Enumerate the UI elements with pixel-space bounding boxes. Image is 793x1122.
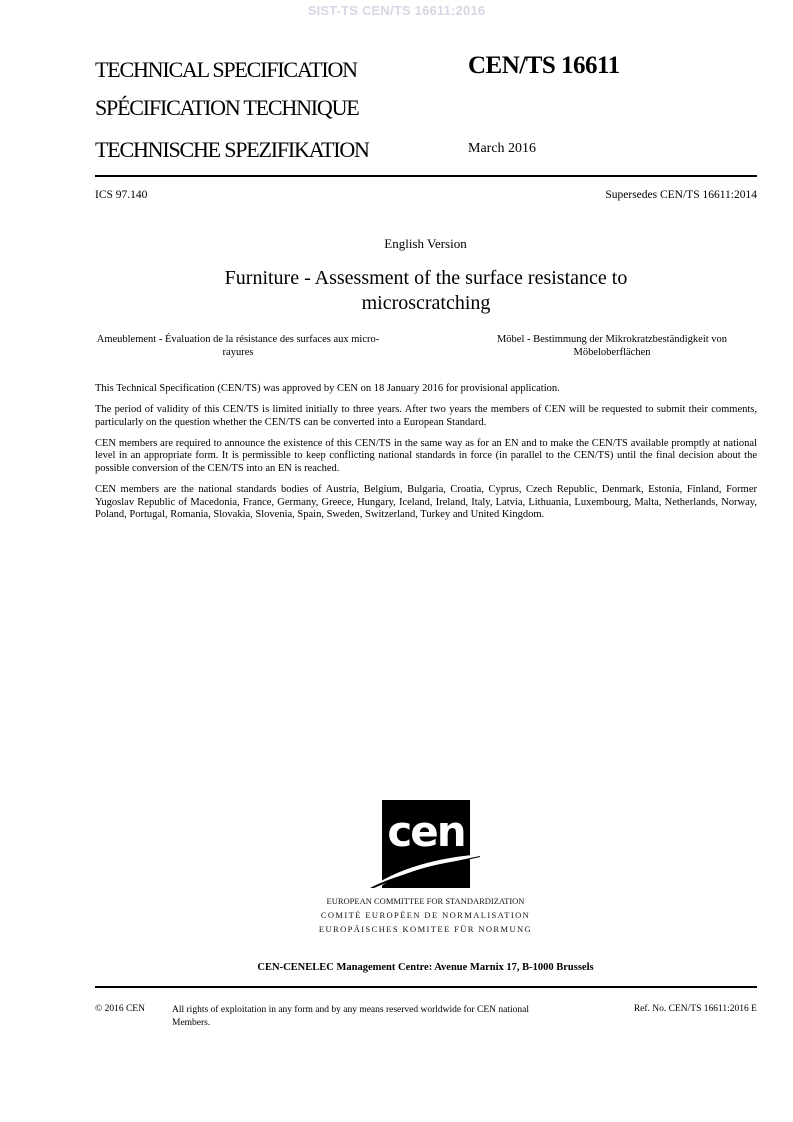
document-title: Furniture - Assessment of the surface resistance to microscratching [224, 267, 628, 314]
paragraph-announcement: CEN members are required to announce the existence of this CEN/TS in the same way as for an EN and to make the CEN/TS available promptly at national level in an appropriate form. It is permissible to keep conflicting national standards in force (in parallel to the CEN/TS) until the final decision about the possible conversion of the CEN/TS into an EN is reached. [95, 437, 757, 474]
spec-title-fr: SPÉCIFICATION TECHNIQUE [95, 95, 359, 120]
paragraph-validity: The period of validity of this CEN/TS is limited initially to three years. After two years the members of CEN will be requested to submit their comments, particularly on the question whether the CEN/TS can be converted into a European Standard. [95, 404, 757, 428]
cen-logo-icon [370, 800, 482, 890]
header-divider [95, 175, 757, 177]
french-title: Ameublement - Évaluation de la résistance des surfaces aux micro-rayures [96, 334, 380, 358]
spec-title-en: TECHNICAL SPECIFICATION [95, 57, 357, 82]
supersedes-note: Supersedes CEN/TS 16611:2014 [605, 189, 757, 201]
organization-name-de: EUROPÄISCHES KOMITEE FÜR NORMUNG [318, 924, 533, 934]
watermark: SIST-TS CEN/TS 16611:2016 [307, 3, 486, 18]
copyright: © 2016 CEN [95, 1004, 145, 1014]
document-number: CEN/TS 16611 [468, 52, 620, 79]
spec-title-de: TECHNISCHE SPEZIFIKATION [95, 137, 369, 162]
paragraph-members: CEN members are the national standards bodies of Austria, Belgium, Bulgaria, Croatia, Cyprus, Czech Republic, Denmark, Estonia, Finland, Former Yugoslav Republic of Macedonia, France, Germany, Greece, Hungary, Iceland, Ireland, Italy, Latvia, Lithuania, Luxembourg, Malta, Netherlands, Norway, Poland, Portugal, Romania, Slovakia, Slovenia, Spain, Sweden, Switzerland, Turkey and United Kingdom. [95, 484, 757, 521]
rights-notice: All rights of exploitation in any form and by any means reserved worldwide for CEN national Members. [172, 1005, 529, 1028]
cen-logo-text: cen [387, 807, 465, 856]
organization-name-fr: COMITÉ EUROPÉEN DE NORMALISATION [320, 910, 531, 920]
ics-code: ICS 97.140 [95, 189, 148, 201]
paragraph-approval: This Technical Specification (CEN/TS) was approved by CEN on 18 January 2016 for provisional application. [95, 383, 560, 394]
footer-divider [95, 986, 757, 988]
reference-number: Ref. No. CEN/TS 16611:2016 E [633, 1004, 757, 1014]
organization-name-en: EUROPEAN COMMITTEE FOR STANDARDIZATION [326, 896, 525, 906]
version-label: English Version [384, 236, 467, 251]
management-centre: CEN-CENELEC Management Centre: Avenue Marnix 17, B-1000 Brussels [257, 962, 594, 973]
approval-text [95, 383, 757, 530]
german-title: Möbel - Bestimmung der Mikrokratzbeständigkeit von Möbeloberflächen [496, 334, 728, 358]
publication-date: March 2016 [468, 141, 537, 156]
